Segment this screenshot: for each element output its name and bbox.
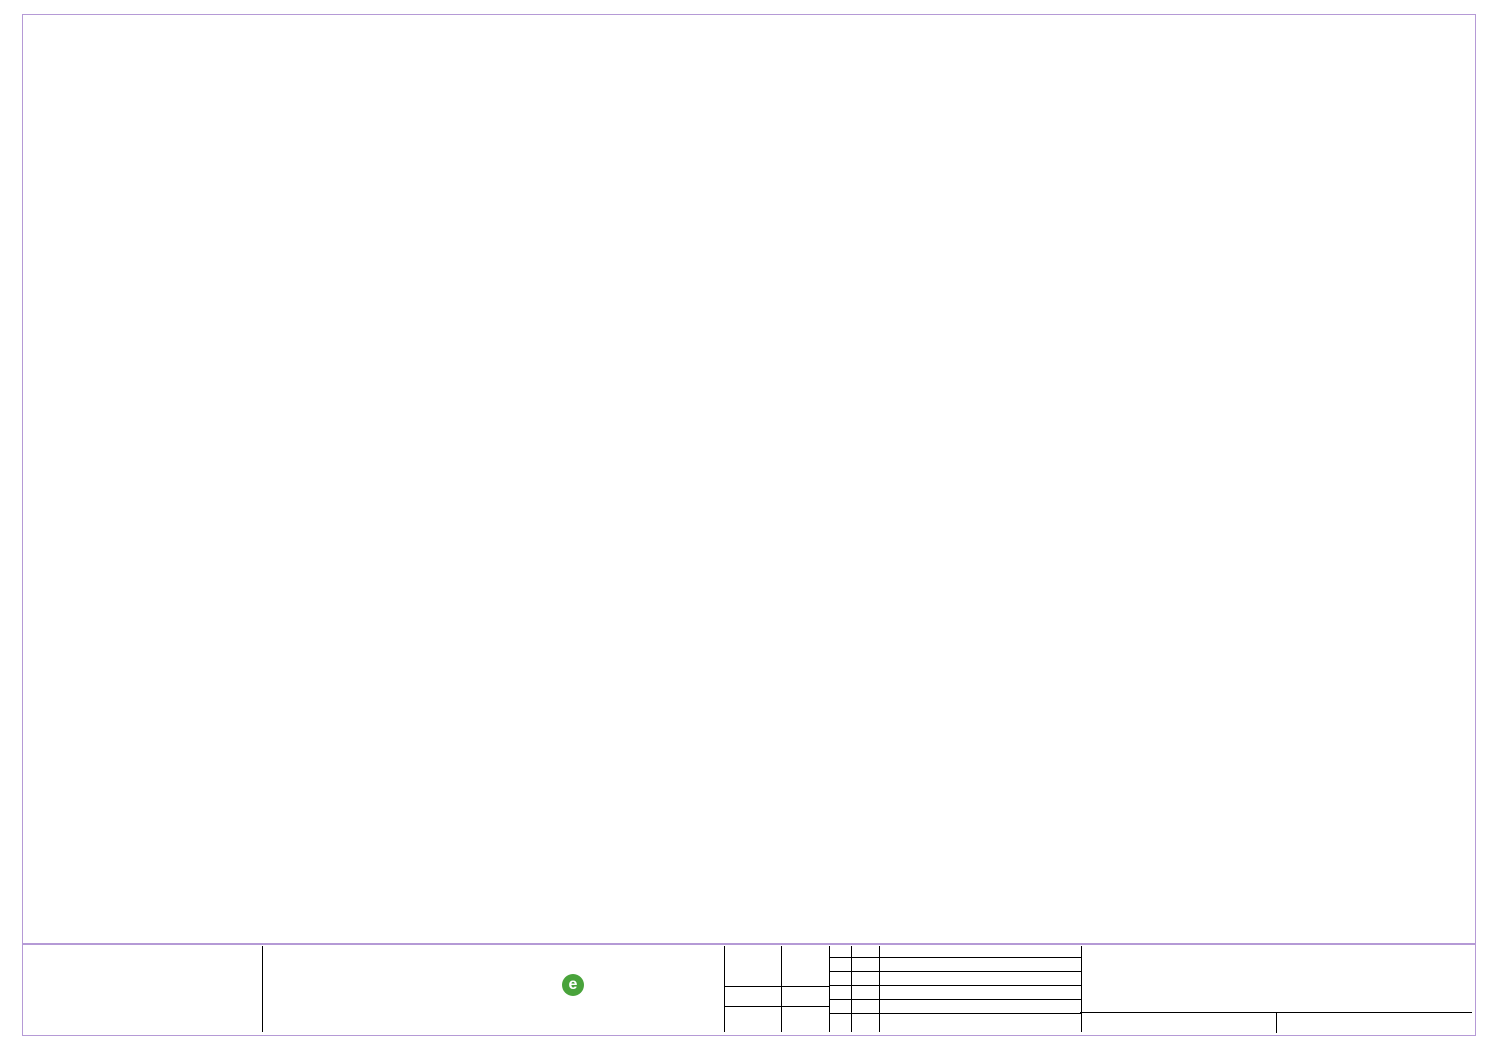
rev-line [829, 971, 1081, 972]
scale-divider [1276, 1013, 1277, 1033]
egis-logo [562, 972, 682, 1002]
rev-line [829, 1013, 1081, 1014]
sheet-title [1080, 946, 1472, 1012]
revision-table [724, 946, 1082, 1032]
col-verifie [781, 946, 830, 1032]
scale-row [1080, 1012, 1472, 1033]
rev-line [829, 999, 1081, 1000]
col-date [851, 946, 880, 1032]
title-block-grid [262, 946, 263, 1032]
rev-line [829, 957, 1081, 958]
rev-line [725, 1006, 829, 1007]
col-ind [829, 946, 852, 1032]
rev-line [829, 985, 1081, 986]
rev-line [725, 986, 829, 987]
egis-logo-icon: e [562, 974, 584, 996]
title-block [24, 946, 1472, 1032]
col-concu [725, 946, 782, 1032]
